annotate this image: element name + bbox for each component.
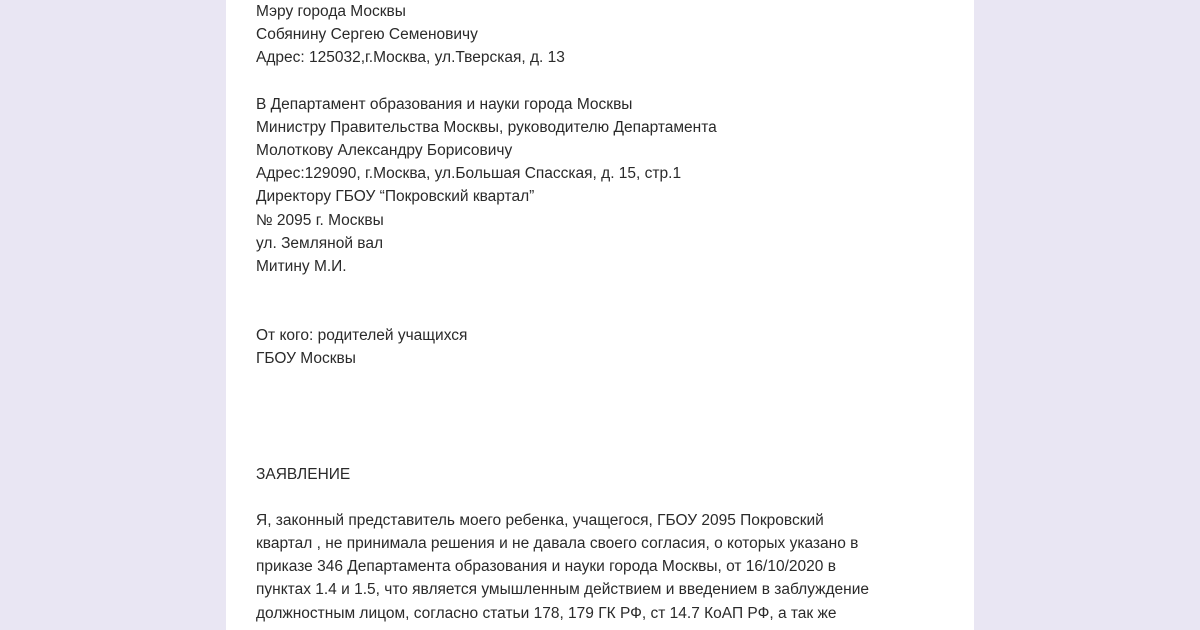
document-heading: ЗАЯВЛЕНИЕ: [256, 465, 351, 483]
addressee-department-line: № 2095 г. Москвы: [256, 211, 384, 229]
addressee-mayor-line: Собянину Сергею Семеновичу: [256, 26, 478, 44]
addressee-department-line: ул. Земляной вал: [256, 234, 384, 252]
spacer: [256, 486, 946, 509]
statement-line: приказе 346 Департамента образования и науки города Москвы, от 16/10/2020 в: [256, 558, 836, 576]
statement-line: Я, законный представитель моего ребенка, учащегося, ГБОУ 2095 Покровский: [256, 511, 824, 529]
addressee-mayor-block: [256, 0, 946, 70]
sender-line: ГБОУ Москвы: [256, 350, 356, 368]
spacer: [256, 70, 946, 93]
document-body: [256, 0, 946, 625]
sender-block: [256, 324, 946, 370]
document-page: [226, 0, 974, 630]
statement-paragraph: [256, 509, 946, 625]
statement-line: должностным лицом, согласно статьи 178, 179 ГК РФ, ст 14.7 КоАП РФ, а так же: [256, 604, 837, 622]
addressee-department-line: Молоткову Александру Борисовичу: [256, 142, 513, 160]
addressee-department-line: Митину М.И.: [256, 258, 347, 276]
addressee-department-line: Министру Правительства Москвы, руководителю Департамента: [256, 118, 717, 136]
spacer: [256, 278, 946, 324]
sender-line: От кого: родителей учащихся: [256, 327, 468, 345]
spacer: [256, 371, 946, 463]
statement-line: пунктах 1.4 и 1.5, что является умышленным действием и введением в заблуждение: [256, 581, 869, 599]
addressee-department-line: Директору ГБОУ “Покровский квартал”: [256, 188, 535, 206]
addressee-mayor-line: Адрес: 125032,г.Москва, ул.Тверская, д. 13: [256, 49, 565, 67]
addressee-department-line: Адрес:129090, г.Москва, ул.Большая Спасская, д. 15, стр.1: [256, 165, 682, 183]
addressee-department-block: [256, 93, 946, 279]
addressee-mayor-line: Мэру города Москвы: [256, 3, 406, 20]
addressee-department-line: В Департамент образования и науки города Москвы: [256, 95, 633, 113]
statement-line: квартал , не принимала решения и не давала своего согласия, о которых указано в: [256, 535, 859, 553]
